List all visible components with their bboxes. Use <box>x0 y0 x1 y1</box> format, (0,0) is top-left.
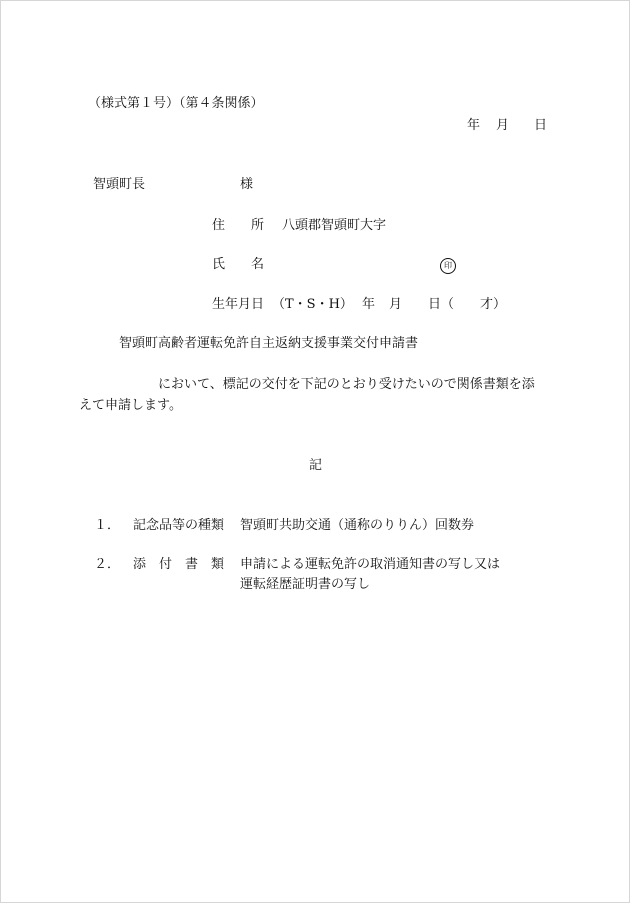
date-day: 日 <box>534 118 548 133</box>
birth-month: 月 <box>389 297 403 312</box>
ki-heading: 記 <box>309 458 323 473</box>
item-value-continued: 運転経歴証明書の写し <box>240 577 371 592</box>
item-number: １． <box>94 518 121 533</box>
birth-day: 日（ <box>428 297 455 312</box>
birth-year: 年 <box>362 297 376 312</box>
item-value: 智頭町共助交通（通称のりりん）回数券 <box>240 518 475 533</box>
era-options: （T・S・H） <box>272 297 353 312</box>
age: 才） <box>480 297 507 312</box>
body-text-line1: において、標記の交付を下記のとおり受けたいので関係書類を添 <box>158 377 535 392</box>
birthdate-label: 生年月日 <box>212 297 265 312</box>
item-label: 記念品等の種類 <box>133 518 225 533</box>
item-number: ２． <box>94 557 121 572</box>
address-value: 八頭郡智頭町大字 <box>282 218 387 233</box>
name-label: 氏 名 <box>212 257 265 272</box>
seal-mark: 印 <box>440 258 456 274</box>
recipient-honorific: 様 <box>240 177 254 192</box>
form-number-label: （様式第１号）（第４条関係） <box>88 96 264 111</box>
item-value: 申請による運転免許の取消通知書の写し又は <box>240 557 501 572</box>
item-label: 添 付 書 類 <box>133 557 225 572</box>
document-title: 智頭町高齢者運転免許自主返納支援事業交付申請書 <box>119 336 419 351</box>
body-text-line2: えて申請します。 <box>79 398 182 413</box>
date-year: 年 <box>467 118 481 133</box>
date-month: 月 <box>496 118 510 133</box>
recipient-name: 智頭町長 <box>93 177 146 192</box>
address-label: 住 所 <box>212 218 265 233</box>
